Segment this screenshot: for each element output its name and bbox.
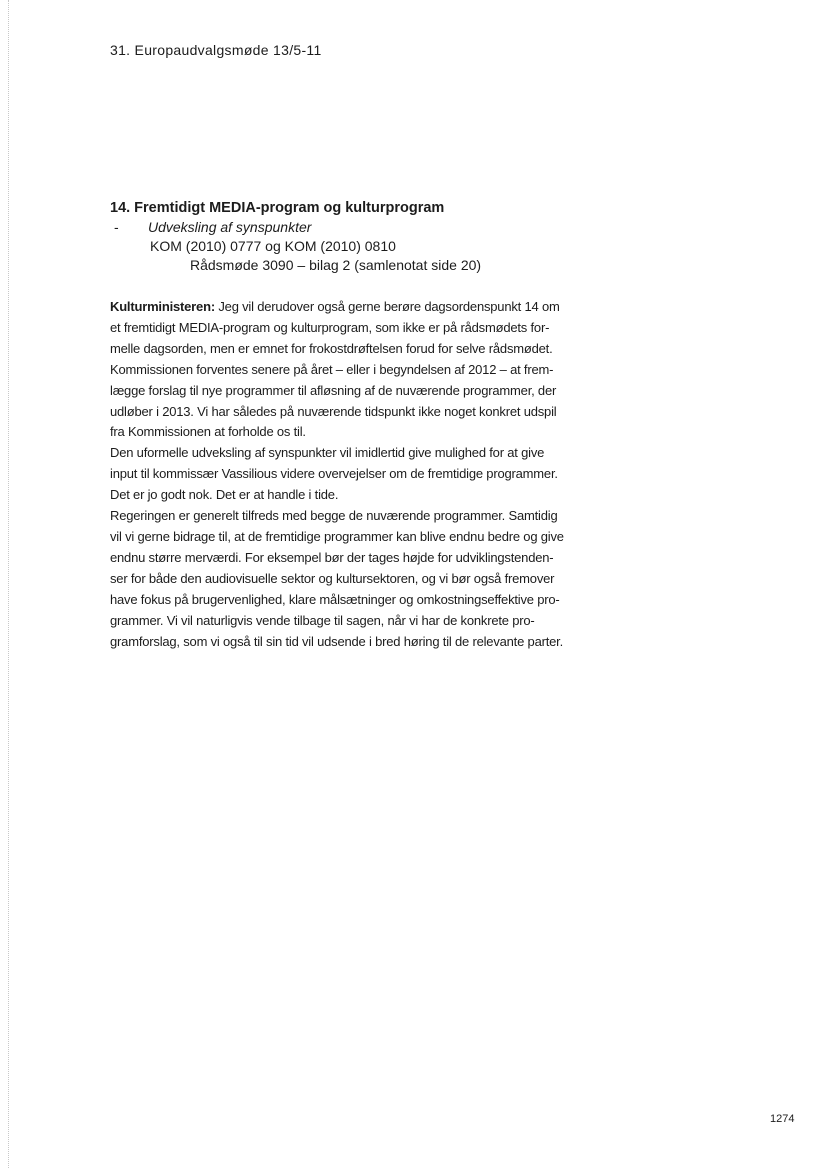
speaker-label: Kulturministeren:: [110, 299, 215, 314]
text-line-content: Jeg vil derudover også gerne berøre dagsordenspunkt 14 om: [214, 299, 560, 314]
agenda-item: [110, 200, 710, 273]
text-line: Den uformelle udveksling af synspunkter vil imidlertid give mulighed for at give: [110, 445, 545, 461]
speech-text: [110, 297, 610, 652]
text-line: udløber i 2013. Vi har således på nuværende tidspunkt ikke noget konkret udspil: [110, 403, 557, 419]
agenda-meeting-reference: Rådsmøde 3090 – bilag 2 (samlenotat side 20): [190, 257, 482, 273]
text-line: Det er jo godt nok. Det er at handle i tide.: [110, 487, 339, 503]
agenda-title: 14. Fremtidigt MEDIA-program og kulturprogram: [110, 200, 445, 216]
text-line: Kommissionen forventes senere på året – eller i begyndelsen af 2012 – at frem-: [110, 361, 554, 377]
agenda-subtitle-row: [110, 219, 710, 235]
running-header: 31. Europaudvalgsmøde 13/5-11: [110, 42, 322, 58]
page-number: 1274: [770, 1113, 795, 1125]
text-line: Regeringen er generelt tilfreds med begge de nuværende programmer. Samtidig: [110, 508, 558, 524]
text-line: have fokus på brugervenlighed, klare målsætninger og omkostningseffektive pro-: [110, 591, 560, 607]
text-line: [110, 297, 610, 318]
bullet-dash: -: [114, 219, 119, 235]
text-line: endnu større merværdi. For eksempel bør der tages højde for udviklingstenden-: [110, 549, 554, 565]
scan-edge-line: [8, 0, 9, 1168]
text-line: lægge forslag til nye programmer til afløsning af de nuværende programmer, der: [110, 382, 557, 398]
agenda-subtitle: Udveksling af synspunkter: [148, 219, 312, 235]
text-line: gramforslag, som vi også til sin tid vil udsende i bred høring til de relevante parter.: [110, 633, 563, 649]
text-line: fra Kommissionen at forholde os til.: [110, 424, 306, 440]
text-line: vil vi gerne bidrage til, at de fremtidige programmer kan blive endnu bedre og give: [110, 528, 564, 544]
agenda-reference: KOM (2010) 0777 og KOM (2010) 0810: [150, 238, 396, 254]
text-line: grammer. Vi vil naturligvis vende tilbage til sagen, når vi har de konkrete pro-: [110, 612, 535, 628]
text-line: et fremtidigt MEDIA-program og kulturprogram, som ikke er på rådsmødets for-: [110, 319, 550, 335]
text-line: ser for både den audiovisuelle sektor og kultursektoren, og vi bør også fremover: [110, 570, 555, 586]
text-line: input til kommissær Vassilious videre overvejelser om de fremtidige programmer.: [110, 466, 558, 482]
text-line: melle dagsorden, men er emnet for frokostdrøftelsen forud for selve rådsmødet.: [110, 340, 553, 356]
